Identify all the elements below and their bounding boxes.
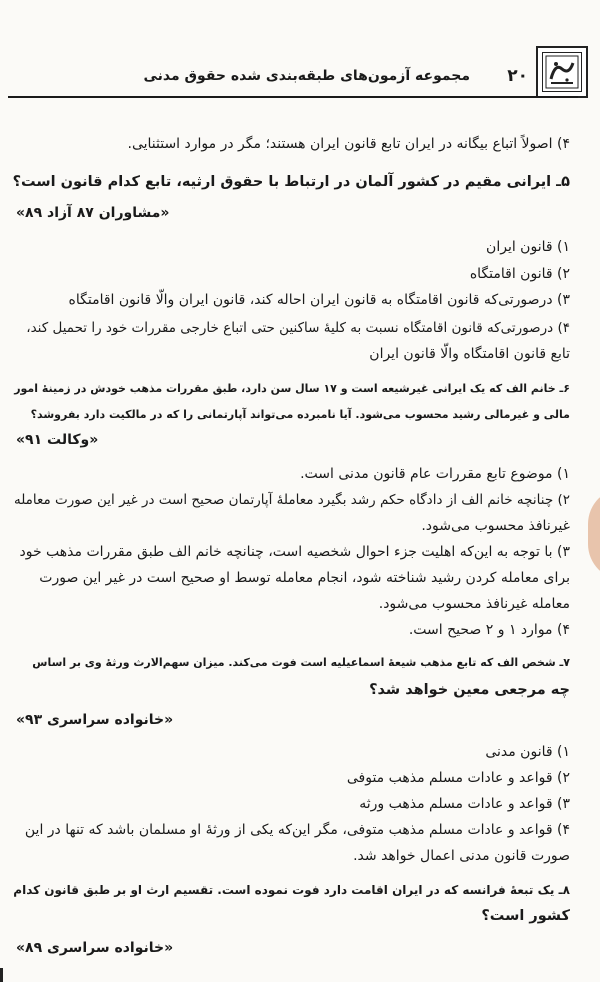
- q5-option-1: ۱) قانون ایران: [486, 239, 570, 255]
- q7-option-2: ۲) قواعد و عادات مسلم مذهب متوفی: [346, 770, 570, 786]
- question-7-cont: چه مرجعی معین خواهد شد؟: [369, 682, 570, 698]
- q6-option-3-cont: برای معامله کردن رشید شناخته شود، انجام معامله توسط او صحیح است در غیر این صورت: [39, 570, 570, 586]
- question-6-cont: مالی و غیرمالی رشید محسوب می‌شود. آیا نامبرده می‌تواند آپارتمانی را که در مالکیت دارد بفروشد؟: [30, 408, 570, 421]
- q6-option-3-cont2: معامله غیرنافذ محسوب می‌شود.: [378, 596, 570, 612]
- q7-option-1: ۱) قانون مدنی: [485, 744, 570, 760]
- page-number: ۲۰: [507, 66, 528, 86]
- q7-option-4: ۴) قواعد و عادات مسلم مذهب متوفی، مگر این‌که یکی از ورثهٔ او مسلمان باشد که تنها در این: [24, 822, 570, 838]
- q7-option-3: ۳) قواعد و عادات مسلم مذهب ورثه: [359, 796, 570, 812]
- q5-option-4: ۴) درصورتی‌که قانون اقامتگاه نسبت به کلیهٔ ساکنین حتی اتباع خارجی مقررات خود را تحمیل کند،: [26, 320, 570, 336]
- question-5-source: «مشاوران ۸۷ آزاد ۸۹»: [16, 205, 170, 221]
- question-5: ۵ـ ایرانی مقیم در کشور آلمان در ارتباط با حقوق ارثیه، تابع کدام قانون است؟: [12, 174, 570, 190]
- question-7-source: «خانواده سراسری ۹۳»: [16, 712, 174, 728]
- question-6: ۶ـ خانم الف که یک ایرانی غیرشیعه است و ۱۷ سال سن دارد، طبق مقررات مذهب خودش در زمینهٔ امور: [14, 382, 570, 395]
- question-7: ۷ـ شخص الف که تابع مذهب شیعهٔ اسماعیلیه است فوت می‌کند. میزان سهم‌الارث ورثهٔ وی بر اساس: [32, 656, 570, 669]
- question-6-source: «وکالت ۹۱»: [16, 432, 99, 448]
- question-8-source: «خانواده سراسری ۸۹»: [16, 940, 174, 956]
- page-edge-tab: [588, 488, 600, 580]
- q6-option-4: ۴) موارد ۱ و ۲ صحیح است.: [408, 622, 570, 638]
- page-header: [0, 0, 600, 100]
- q6-option-3: ۳) با توجه به این‌که اهلیت جزء احوال شخصیه است، چنانچه خانم الف طبق مقررات مذهب خود: [19, 544, 570, 560]
- q5-option-4-cont: تابع قانون اقامتگاه والّا قانون ایران: [369, 346, 570, 362]
- option-line: ۴) اصولاً اتباع بیگانه در ایران تابع قانون ایران هستند؛ مگر در موارد استثنایی.: [127, 136, 570, 152]
- running-title: مجموعه آزمون‌های طبقه‌بندی شده حقوق مدنی: [143, 68, 470, 84]
- question-8: ۸ـ یک تبعهٔ فرانسه که در ایران اقامت دارد فوت نموده است. تقسیم ارث او بر طبق قانون کدام: [13, 883, 570, 897]
- header-divider: [8, 96, 578, 98]
- page-edge-mark: [0, 968, 3, 982]
- q5-option-3: ۳) درصورتی‌که قانون اقامتگاه به قانون ایران احاله کند، قانون ایران والّا قانون اقامتگاه: [68, 292, 570, 308]
- q6-option-1: ۱) موضوع تابع مقررات عام قانون مدنی است.: [300, 466, 570, 482]
- question-8-cont: کشور است؟: [481, 908, 570, 924]
- q6-option-2-cont: غیرنافذ محسوب می‌شود.: [421, 518, 570, 534]
- q6-option-2: ۲) چنانچه خانم الف از دادگاه حکم رشد بگیرد معاملهٔ آپارتمان صحیح است در غیر این صورت معامله: [13, 492, 570, 508]
- q7-option-4-cont: صورت قانون مدنی اعمال خواهد شد.: [353, 848, 570, 864]
- publisher-logo-icon: [536, 46, 588, 98]
- q5-option-2: ۲) قانون اقامتگاه: [469, 266, 570, 282]
